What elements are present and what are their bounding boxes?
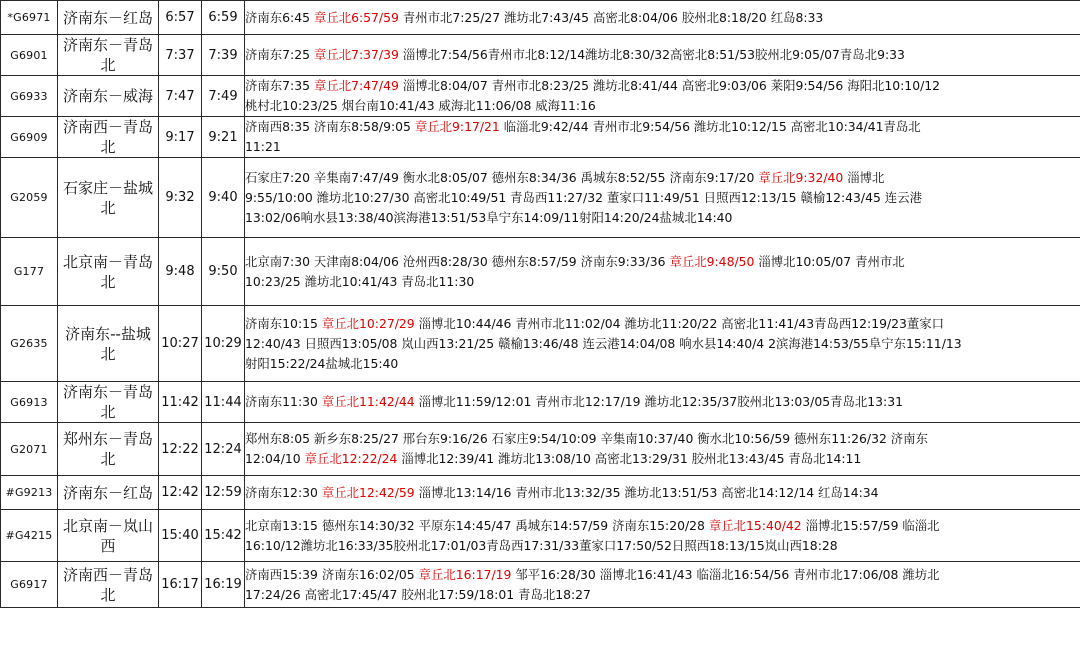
departure-time: 9:50 [202, 238, 245, 306]
route: 济南西－青岛北 [58, 117, 159, 158]
train-number: G6901 [1, 35, 58, 76]
route: 济南西－青岛北 [58, 562, 159, 608]
stops-list [245, 562, 1080, 608]
route: 济南东－红岛 [58, 476, 159, 510]
arrival-time: 12:42 [159, 476, 202, 510]
stops-after: 淄博北10:05/07 青州市北 10:23/25 潍坊北10:41/43 青岛北11:30 [245, 253, 905, 289]
stops-list [245, 238, 1080, 306]
train-number: G2071 [1, 423, 58, 476]
stops-before: 石家庄7:20 辛集南7:47/49 衡水北8:05/07 德州东8:34/36 禹城东8:52/55 济南东9:17/20 [245, 169, 759, 185]
stops-before: 济南东7:35 [245, 78, 314, 93]
route: 济南东--盐城北 [58, 306, 159, 382]
train-number: #G4215 [1, 510, 58, 562]
departure-time: 9:21 [202, 117, 245, 158]
highlighted-stop: 章丘北9:48/50 [669, 253, 755, 269]
arrival-time: 7:47 [159, 76, 202, 117]
stops-list [245, 510, 1080, 562]
route: 济南东－威海 [58, 76, 159, 117]
departure-time: 11:44 [202, 382, 245, 423]
departure-time: 7:39 [202, 35, 245, 76]
departure-time: 15:42 [202, 510, 245, 562]
table-row [1, 1, 1080, 35]
highlighted-stop: 章丘北7:37/39 [313, 47, 399, 62]
table-row [1, 306, 1080, 382]
stops-after: 淄博北7:54/56青州市北8:12/14潍坊北8:30/32高密北8:51/53胶州北9:05/07青岛北9:33 [398, 47, 905, 62]
highlighted-stop: 章丘北10:27/29 [321, 315, 415, 331]
route: 郑州东－青岛北 [58, 423, 159, 476]
highlighted-stop: 章丘北16:17/19 [418, 566, 512, 582]
departure-time: 12:24 [202, 423, 245, 476]
stops-after: 淄博北13:14/16 青州市北13:32/35 潍坊北13:51/53 高密北14:12/14 红岛14:34 [414, 484, 879, 500]
stops-before: 济南东11:30 [245, 394, 322, 409]
arrival-time: 11:42 [159, 382, 202, 423]
stops-after: 临淄北9:42/44 青州市北9:54/56 潍坊北10:12/15 高密北10:34/41青岛北 11:21 [245, 119, 921, 154]
stops-list [245, 158, 1080, 238]
train-number: #G9213 [1, 476, 58, 510]
stops-list [245, 423, 1080, 476]
train-number: G177 [1, 238, 58, 306]
arrival-time: 12:22 [159, 423, 202, 476]
stops-list [245, 117, 1080, 158]
departure-time: 16:19 [202, 562, 245, 608]
train-number: G2059 [1, 158, 58, 238]
stops-after: 淄博北15:57/59 临淄北 16:10/12潍坊北16:33/35胶州北17:01/03青岛西17:31/33董家口17:50/52日照西18:13/15岚山西18:28 [245, 517, 940, 553]
route: 济南东－青岛北 [58, 382, 159, 423]
stops-after: 淄博北 9:55/10:00 潍坊北10:27/30 高密北10:49/51 青岛西11:27/32 董家口11:49/51 日照西12:13/15 赣榆12:43/45 连云港 13:02/06响水县13:38/40滨海港13:51/53阜宁东14:09/11射阳14:20/24盐城北14:40 [245, 169, 922, 225]
stops-before: 济南东12:30 [245, 484, 322, 500]
stops-list [245, 306, 1080, 382]
highlighted-stop: 章丘北15:40/42 [708, 517, 802, 533]
arrival-time: 6:57 [159, 1, 202, 35]
route: 济南东－青岛北 [58, 35, 159, 76]
stops-after: 淄博北8:04/07 青州市北8:23/25 潍坊北8:41/44 高密北9:03/06 莱阳9:54/56 海阳北10:10/12 桃村北10:23/25 烟台南10:41/43 威海北11:06/08 威海11:16 [245, 78, 941, 113]
train-number: G2635 [1, 306, 58, 382]
stops-before: 济南东10:15 [245, 315, 322, 331]
arrival-time: 9:17 [159, 117, 202, 158]
highlighted-stop: 章丘北12:42/59 [321, 484, 415, 500]
stops-list [245, 382, 1080, 423]
route: 石家庄－盐城北 [58, 158, 159, 238]
departure-time: 7:49 [202, 76, 245, 117]
stops-list [245, 476, 1080, 510]
highlighted-stop: 章丘北6:57/59 [313, 9, 399, 25]
route: 北京南－青岛北 [58, 238, 159, 306]
stops-before: 郑州东8:05 新乡东8:25/27 邢台东9:16/26 石家庄9:54/10:09 辛集南10:37/40 衡水北10:56/59 德州东11:26/32 济南东 12:04/10 [245, 431, 928, 466]
train-number: G6917 [1, 562, 58, 608]
stops-before: 北京南7:30 天津南8:04/06 沧州西8:28/30 德州东8:57/59 济南东9:33/36 [245, 253, 670, 269]
arrival-time: 7:37 [159, 35, 202, 76]
table-row [1, 423, 1080, 476]
highlighted-stop: 章丘北7:47/49 [313, 78, 399, 93]
table-row [1, 35, 1080, 76]
departure-time: 12:59 [202, 476, 245, 510]
stops-after: 淄博北12:39/41 潍坊北13:08/10 高密北13:29/31 胶州北13:43/45 青岛北14:11 [397, 451, 862, 466]
highlighted-stop: 章丘北12:22/24 [304, 451, 398, 466]
arrival-time: 9:48 [159, 238, 202, 306]
departure-time: 10:29 [202, 306, 245, 382]
stops-before: 济南东6:45 [245, 9, 314, 25]
stops-after: 青州市北7:25/27 潍坊北7:43/45 高密北8:04/06 胶州北8:18/20 红岛8:33 [398, 9, 824, 25]
stops-list [245, 76, 1080, 117]
stops-list [245, 35, 1080, 76]
stops-before: 济南东7:25 [245, 47, 314, 62]
stops-after: 淄博北11:59/12:01 青州市北12:17/19 潍坊北12:35/37胶州北13:03/05青岛北13:31 [414, 394, 903, 409]
highlighted-stop: 章丘北9:32/40 [758, 169, 844, 185]
route: 济南东－红岛 [58, 1, 159, 35]
arrival-time: 15:40 [159, 510, 202, 562]
departure-time: 9:40 [202, 158, 245, 238]
arrival-time: 16:17 [159, 562, 202, 608]
train-number: *G6971 [1, 1, 58, 35]
table-row [1, 158, 1080, 238]
table-row [1, 76, 1080, 117]
stops-list [245, 1, 1080, 35]
departure-time: 6:59 [202, 1, 245, 35]
arrival-time: 10:27 [159, 306, 202, 382]
table-row [1, 562, 1080, 608]
train-number: G6909 [1, 117, 58, 158]
route: 北京南－岚山西 [58, 510, 159, 562]
stops-before: 北京南13:15 德州东14:30/32 平原东14:45/47 禹城东14:57/59 济南东15:20/28 [245, 517, 709, 533]
arrival-time: 9:32 [159, 158, 202, 238]
highlighted-stop: 章丘北9:17/21 [414, 119, 500, 134]
highlighted-stop: 章丘北11:42/44 [321, 394, 415, 409]
table-row [1, 476, 1080, 510]
stops-before: 济南西8:35 济南东8:58/9:05 [245, 119, 415, 134]
table-row [1, 117, 1080, 158]
stops-after: 邹平16:28/30 淄博北16:41/43 临淄北16:54/56 青州市北17:06/08 潍坊北 17:24/26 高密北17:45/47 胶州北17:59/18:01 青岛北18:27 [245, 566, 940, 602]
stops-after: 淄博北10:44/46 青州市北11:02/04 潍坊北11:20/22 高密北11:41/43青岛西12:19/23董家口 12:40/43 日照西13:05/08 岚山西13:21/25 赣榆13:46/48 连云港14:04/08 响水县14:40/4 2滨海港14:53/55阜宁东15:11/13 射阳15:22/24盐城北15:40 [245, 315, 962, 371]
stops-before: 济南西15:39 济南东16:02/05 [245, 566, 419, 582]
train-number: G6913 [1, 382, 58, 423]
table-row [1, 382, 1080, 423]
table-row [1, 238, 1080, 306]
train-number: G6933 [1, 76, 58, 117]
table-row [1, 510, 1080, 562]
